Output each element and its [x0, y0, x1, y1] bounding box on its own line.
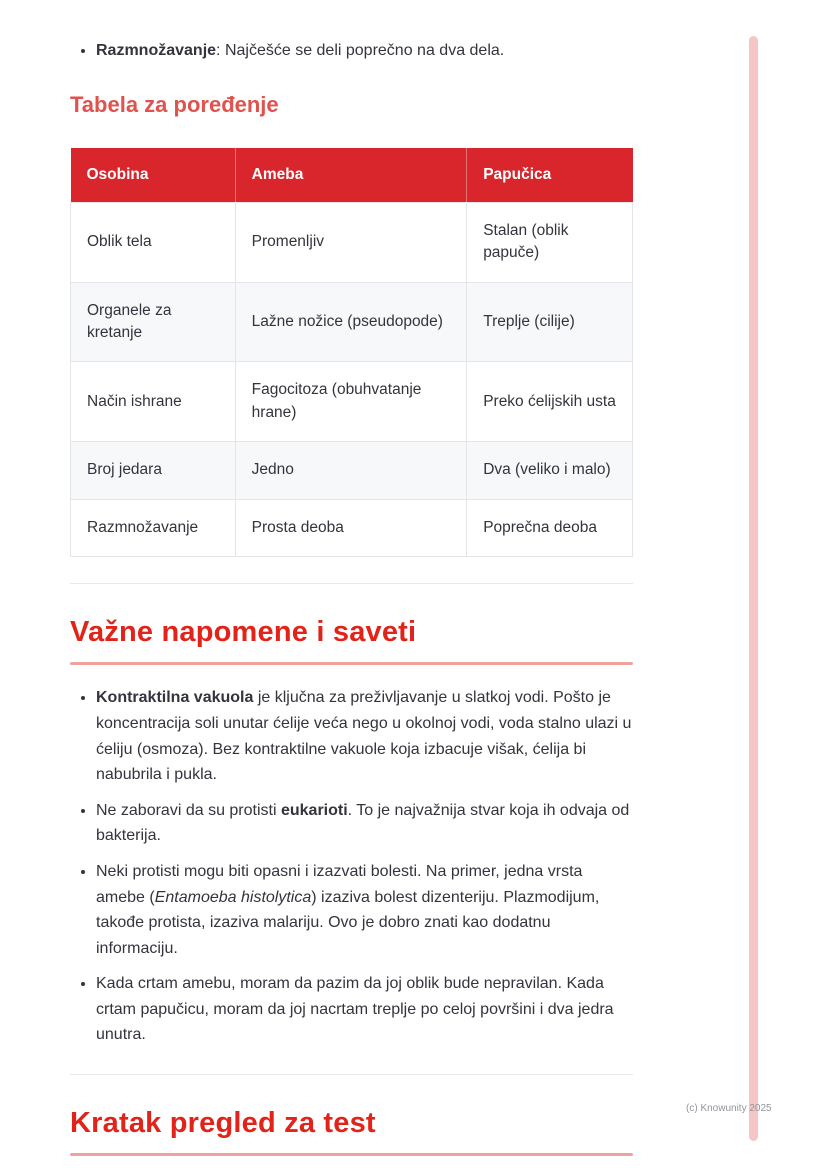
- document-content: [70, 38, 633, 1156]
- table-row: [71, 202, 633, 282]
- table-cell: Prosta deoba: [235, 499, 467, 556]
- reproduction-term: Razmnožavanje: [96, 42, 217, 59]
- table-cell: Preko ćelijskih usta: [467, 362, 633, 442]
- comparison-table: [70, 148, 633, 558]
- note-item: [96, 798, 633, 849]
- table-cell: Dva (veliko i malo): [467, 442, 633, 499]
- table-cell: Organele za kretanje: [71, 282, 236, 362]
- note-text-segment: . To je najvažnija stvar koja ih odvaja od bakterija.: [96, 801, 630, 845]
- reproduction-text: : Najčešće se deli poprečno na dva dela.: [216, 42, 505, 59]
- table-cell: Broj jedara: [71, 442, 236, 499]
- reproduction-bullet-list: [70, 38, 633, 64]
- table-row: [71, 442, 633, 499]
- note-text-segment: Kontraktilna vakuola: [96, 689, 254, 707]
- table-cell: Razmnožavanje: [71, 499, 236, 556]
- table-row: [71, 362, 633, 442]
- table-row: [71, 499, 633, 556]
- table-cell: Treplje (cilije): [467, 282, 633, 362]
- table-header-cell: Osobina: [71, 148, 236, 203]
- note-text-segment: eukarioti: [280, 801, 348, 819]
- table-cell: Lažne nožice (pseudopode): [235, 282, 467, 362]
- table-header-cell: Papučica: [467, 148, 633, 203]
- table-cell: Poprečna deoba: [467, 499, 633, 556]
- note-item: [96, 859, 633, 961]
- note-text-segment: Neki protisti mogu biti opasni i izazvati bolesti. Na primer, jedna vrsta amebe (: [96, 862, 583, 906]
- table-cell: Promenljiv: [235, 202, 467, 282]
- table-cell: Jedno: [235, 442, 467, 499]
- note-text-segment: je ključna za preživljavanje u slatkoj vodi. Pošto je koncentracija soli unutar ćelije veća nego u okolnoj vodi, voda stalno ulazi u ćeliju (osmoza). Bez kontraktilne vakuole koja izbacuje višak, ćelija bi nabubrila i pukla.: [96, 689, 632, 784]
- copyright-watermark: (c) Knowunity 2025: [686, 1103, 772, 1114]
- note-item: [96, 971, 633, 1048]
- section-divider-top: [70, 583, 633, 584]
- notes-bullet-list: [70, 685, 633, 1048]
- notes-heading-underline: [70, 662, 633, 665]
- comparison-table-body: [71, 202, 633, 557]
- table-header-cell: Ameba: [235, 148, 467, 203]
- reproduction-bullet: [96, 38, 633, 64]
- review-heading: Kratak pregled za test: [70, 1107, 376, 1140]
- table-cell: Oblik tela: [71, 202, 236, 282]
- review-heading-underline: [70, 1153, 633, 1156]
- note-text-segment: Kada crtam amebu, moram da pazim da joj oblik bude nepravilan. Kada crtam papučicu, moram da joj nacrtam treplje po celoj površini i dva jedra unutra.: [96, 975, 614, 1044]
- table-cell: Fagocitoza (obuhvatanje hrane): [235, 362, 467, 442]
- table-cell: Način ishrane: [71, 362, 236, 442]
- note-item: [96, 685, 633, 787]
- table-row: [71, 282, 633, 362]
- comparison-table-head-row: [71, 148, 633, 203]
- table-cell: Stalan (oblik papuče): [467, 202, 633, 282]
- page-scrollbar[interactable]: [749, 36, 758, 1141]
- comparison-table-title: Tabela za poređenje: [70, 91, 279, 117]
- note-text-segment: Ne zaboravi da su protisti: [96, 801, 281, 819]
- section-divider-bottom: [70, 1074, 633, 1075]
- note-text-segment: Entamoeba histolytica: [154, 888, 312, 906]
- note-text-segment: ) izaziva bolest dizenteriju. Plazmodijum, takođe protista, izaziva malariju. Ovo je dobro znati kao dodatnu informaciju.: [96, 888, 600, 957]
- notes-heading: Važne napomene i saveti: [70, 616, 417, 649]
